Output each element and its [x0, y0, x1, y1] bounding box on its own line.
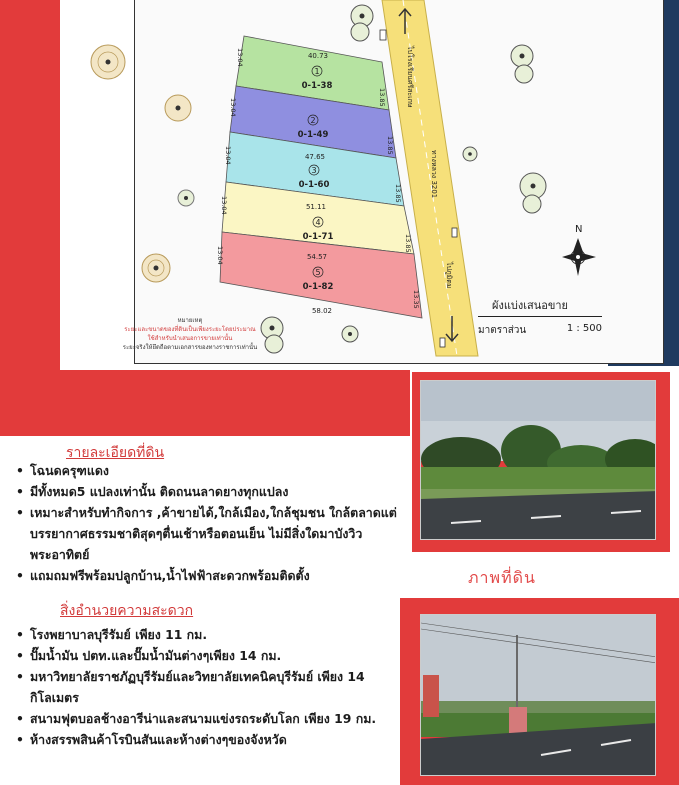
tree-icon: [523, 195, 541, 213]
list-item: • สนามฟุตบอลช้างอารีน่าและสนามแข่งรถระดับโลก เพียง 19 กม.: [16, 708, 408, 729]
plot-2-left-dim: 13.04: [229, 98, 237, 117]
tree-icon: [351, 23, 369, 41]
legend-title: หมายเหตุ: [177, 317, 203, 324]
list-item: • โรงพยาบาลบุรีรัมย์ เพียง 11 กม.: [16, 624, 408, 645]
tree-icon: [463, 147, 477, 161]
plot-1-area: 0-1-38: [301, 81, 333, 91]
plot-3-width: 47.65: [304, 153, 326, 161]
plot-1-left-dim: 13.04: [236, 48, 244, 67]
plot-5-right-dim: 13.35: [412, 290, 420, 309]
plot-4-right-dim: 13.85: [404, 234, 412, 253]
list-item: • มีทั้งหมด5 แปลงเท่านั้น ติดถนนลาดยางทุกแปลง: [16, 481, 408, 502]
tree-icon: [515, 65, 533, 83]
plot-5-area: 0-1-82: [302, 282, 334, 292]
list-item: • แถมถมฟรีพร้อมปลูกบ้าน,น้ำไฟฟ้าสะดวกพร้อมติดตั้ง: [16, 565, 408, 586]
facilities-title: สิ่งอำนวยความสะดวก: [60, 603, 194, 619]
scale-label: มาตราส่วน: [478, 325, 527, 336]
list-item: • เหมาะสำหรับทำกิจการ ,ค้าขายได้,ใกล้เมือง,ใกล้ชุมชน ใกล้ตลาดแต่บรรยากาศธรรมชาติสุดๆตื่นเช้าหรือตอนเย็น ไม่มีสิ่งใดมาบังวิวพระอาทิตย์: [16, 502, 408, 565]
tree-icon: [265, 335, 283, 353]
compass-north-label: N: [575, 224, 583, 235]
plot-bottom-width: 58.02: [311, 307, 333, 315]
red-accent-band: [0, 370, 410, 436]
scale-value: 1 : 500: [566, 323, 602, 334]
photo-section-label: ภาพที่ดิน: [468, 568, 536, 587]
tree-icon: [511, 45, 533, 67]
plot-3-right-dim: 13.85: [394, 184, 402, 203]
facilities-list: [16, 624, 408, 750]
plot-4-left-dim: 13.04: [220, 196, 228, 215]
plot-1-number: 1: [314, 67, 320, 76]
plot-2-area: 0-1-49: [297, 130, 329, 140]
tree-icon: [178, 190, 194, 206]
road-label-top: ไปโรงเรียนศรีสะเกษ: [406, 46, 414, 108]
plot-5-number: 5: [315, 268, 321, 277]
plot-3-number: 3: [311, 166, 317, 175]
tree-icon: [165, 95, 191, 121]
plot-1-width: 40.73: [307, 52, 329, 60]
plot-3-left-dim: 13.04: [224, 146, 232, 165]
land-details-list: [16, 460, 408, 586]
compass-icon: [562, 238, 596, 276]
plot-2-number: 2: [310, 116, 316, 125]
plot-4-area: 0-1-71: [302, 232, 334, 242]
road-label-bottom: ไปภูมิตม: [445, 262, 453, 289]
road-label-mid: ทางหลวง 3201: [430, 150, 438, 199]
land-photo-1: [420, 380, 656, 540]
legend-line-2: ใช้สำหรับนำเสนอการขายเท่านั้น: [147, 335, 233, 342]
plot-3-area: 0-1-60: [298, 180, 330, 190]
tree-icon: [342, 326, 358, 342]
land-details-title: รายละเอียดที่ดิน: [66, 445, 165, 461]
plot-1-right-dim: 13.85: [378, 88, 386, 107]
list-item: • โฉนดครุฑแดง: [16, 460, 408, 481]
plan-title: ผังแบ่งเสนอขาย: [478, 292, 602, 317]
land-photo-2: [420, 614, 656, 776]
plot-4-number: 4: [315, 218, 321, 227]
legend-line-3: ระยะจริงให้ยึดถือตามเอกสารของทางราชการเท่านั้น: [122, 344, 258, 351]
list-item: • ห้างสรรพสินค้าโรบินสันและห้างต่างๆของจังหวัด: [16, 729, 408, 750]
legend-line-1: ระยะและขนาดของที่ดินเป็นเพียงระยะโดยประมาณ: [124, 326, 256, 333]
list-item: • มหาวิทยาลัยราชภัฏบุรีรัมย์และวิทยาลัยเทคนิคบุรีรัมย์ เพียง 14 กิโลเมตร: [16, 666, 408, 708]
plot-2-right-dim: 13.85: [386, 136, 394, 155]
plot-5-left-dim: 13.04: [216, 246, 224, 265]
plan-scale: [478, 317, 602, 338]
plot-4-width: 51.11: [305, 203, 327, 211]
map-legend: [120, 316, 260, 352]
tree-icon: [142, 254, 170, 282]
list-item: • ปั๊มน้ำมัน ปตท.และปั๊มน้ำมันต่างๆเพียง 14 กม.: [16, 645, 408, 666]
plot-5-width: 54.57: [306, 253, 328, 261]
plan-info-box: [478, 292, 602, 336]
tree-icon: [91, 45, 125, 79]
